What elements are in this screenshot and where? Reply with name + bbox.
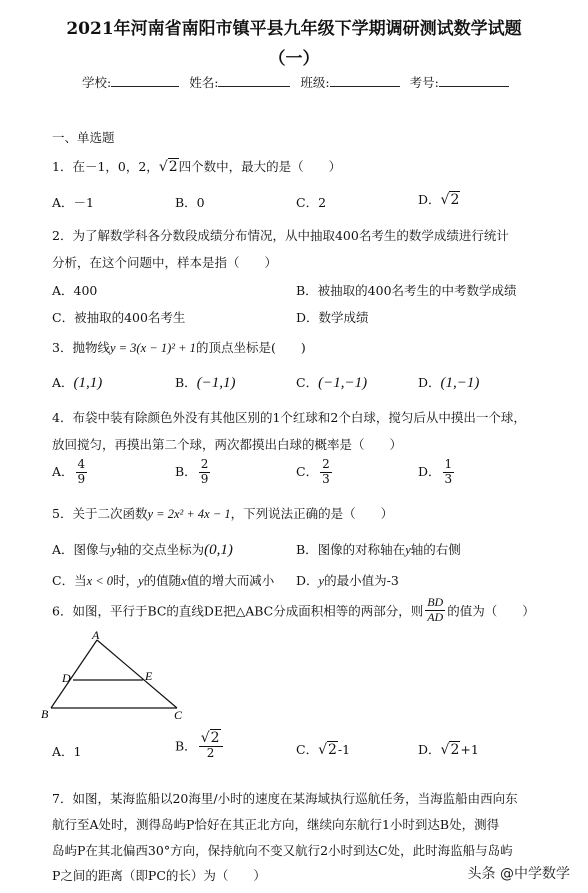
q3-option-d[interactable]: D．(1,−1): [418, 375, 480, 391]
q7-line-3: 岛屿P在其北偏西30°方向，保持航向不变又航行2小时到达C处，此时海监船与岛屿: [52, 843, 513, 858]
page-title: 2021年河南省南阳市镇平县九年级下学期调研测试数学试题: [66, 19, 522, 39]
label-e: E: [145, 669, 153, 683]
fraction: $\frac{2}{9}$: [200, 457, 209, 486]
q5-option-d[interactable]: D．y的最小值为-3: [296, 573, 399, 588]
q4-line-2: 放回搅匀，再摸出第二个球，两次都摸出白球的概率是（ ）: [52, 437, 403, 452]
q2-option-a[interactable]: A．400: [52, 283, 98, 298]
q4-option-d[interactable]: D． $\frac{1}{3}$: [418, 457, 453, 486]
sqrt-icon: √2: [440, 742, 460, 758]
q6-option-c[interactable]: C．√2-1: [296, 742, 351, 758]
class-blank[interactable]: [330, 73, 400, 87]
fraction: $\frac{√2}{2}$: [199, 730, 223, 761]
school-label: 学校:: [82, 75, 112, 90]
q4-option-b[interactable]: B． $\frac{2}{9}$: [175, 457, 209, 486]
q5-option-a[interactable]: A．图像与y轴的交点坐标为(0,1): [52, 542, 233, 558]
q2-option-c[interactable]: C．被抽取的400名考生: [52, 310, 186, 325]
q3-formula: y = 3(x − 1)² + 1: [109, 341, 196, 355]
name-label: 姓名:: [189, 75, 219, 90]
q7-line-1: 7．如图，某海监船以20海里/小时的速度在某海域执行巡航任务，当海监船由西向东: [52, 791, 518, 806]
q2-line-2: 分析，在这个问题中，样本是指（ ）: [52, 255, 278, 270]
q1-text-pre: 1．在－1，0，2，: [52, 159, 159, 174]
q5-option-c[interactable]: C．当x < 0时，y的值随x值的增大而减小: [52, 573, 275, 588]
q3-option-c[interactable]: C．(−1,−1): [296, 375, 368, 391]
label-c: C: [174, 708, 183, 722]
class-label: 班级:: [300, 75, 330, 90]
sqrt-icon: √2: [158, 159, 178, 175]
sqrt-icon: √2: [440, 192, 460, 208]
school-blank[interactable]: [111, 73, 179, 87]
fraction: $\frac{BD}{AD}$: [427, 595, 444, 624]
q2-line-1: 2．为了解数学科各分数段成绩分布情况，从中抽取400名考生的数学成绩进行统计: [52, 228, 509, 243]
label-d: D: [62, 671, 71, 685]
q5-formula: y = 2x² + 4x − 1: [147, 507, 231, 521]
fraction: $\frac{1}{3}$: [444, 457, 453, 486]
q1-text-post: 四个数中，最大的是（ ）: [178, 159, 342, 174]
sqrt-icon: √2: [318, 742, 337, 758]
name-blank[interactable]: [218, 73, 290, 87]
q2-option-b[interactable]: B．被抽取的400名考生的中考数学成绩: [296, 283, 517, 298]
side-ac: [97, 640, 177, 708]
q5-option-b[interactable]: B．图像的对称轴在y轴的右侧: [296, 542, 461, 557]
q1-option-d[interactable]: D．√2: [418, 192, 460, 208]
label-b: B: [41, 707, 49, 721]
q1-option-c[interactable]: C．2: [296, 195, 327, 210]
q3-option-a[interactable]: A．(1,1): [52, 375, 103, 391]
student-info-line: [82, 73, 509, 91]
fraction: $\frac{2}{3}$: [322, 457, 330, 486]
q3-option-b[interactable]: B．(−1,1): [175, 375, 236, 391]
q4-option-a[interactable]: A． $\frac{4}{9}$: [52, 457, 86, 486]
q4-option-c[interactable]: C． $\frac{2}{3}$: [296, 457, 330, 486]
q4-line-1: 4．布袋中装有除颜色外没有其他区别的1个红球和2个白球，搅匀后从中摸出一个球，: [52, 410, 526, 425]
question-5: 5．关于二次函数y = 2x² + 4x − 1，下列说法正确的是（ ）: [52, 506, 394, 521]
sqrt-icon: √2: [200, 730, 220, 746]
side-ab: [51, 640, 97, 708]
q1-option-b[interactable]: B．0: [175, 195, 205, 210]
q6-option-b[interactable]: B． $\frac{√2}{2}$: [175, 730, 225, 761]
fraction: $\frac{4}{9}$: [77, 457, 86, 486]
watermark: 头条 @中学数学: [467, 866, 570, 882]
q7-line-2: 航行至A处时，测得岛屿P恰好在其正北方向，继续向东航行1小时到达B处，测得: [52, 817, 500, 832]
label-a: A: [92, 630, 100, 642]
q1-option-a[interactable]: A．－1: [52, 195, 94, 210]
id-label: 考号:: [409, 75, 439, 90]
q6-option-a[interactable]: A．1: [52, 744, 82, 759]
question-3: 3．抛物线y = 3(x − 1)² + 1的顶点坐标是( ): [52, 340, 306, 355]
id-blank[interactable]: [439, 73, 509, 87]
question-6: 6．如图，平行于BC的直线DE把△ABC分成面积相等的两部分，则 $\frac{BD}{AD}$ 的值为（ ）: [52, 595, 535, 624]
q6-option-d[interactable]: D．√2+1: [418, 742, 479, 758]
q7-line-4: P之间的距离（即PC的长）为（ ）: [52, 868, 266, 883]
triangle-diagram: [40, 630, 190, 722]
question-1: [52, 157, 341, 175]
page-subtitle: （一）: [268, 49, 320, 69]
section-heading: 一、单选题: [52, 130, 115, 145]
q2-option-d[interactable]: D．数学成绩: [296, 310, 369, 325]
